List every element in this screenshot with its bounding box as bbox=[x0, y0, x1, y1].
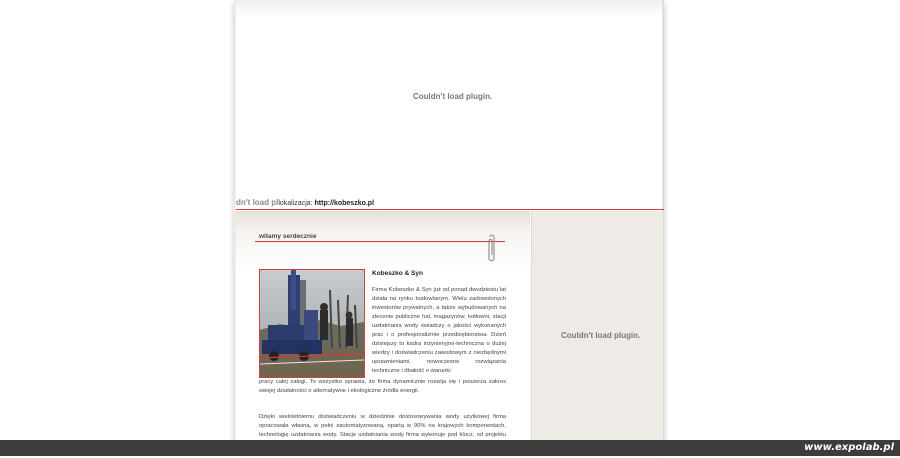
location-label: lokalizacja: bbox=[278, 200, 315, 207]
watermark-bar bbox=[0, 440, 900, 456]
intro-paragraph-continued: pracy całej załogi. To wszystko sprawia, że firma dynamicznie rozwija się i poszerza zakres swojej działalności o alternatywne i ekologiczne źródła energii. bbox=[259, 379, 506, 394]
content-title: Kobeszko & Syn bbox=[372, 270, 423, 277]
intro-paragraph: Firma Kobeszko & Syn już od ponad dwudziestu lat działa na rynku budowlanym. Wielu zadowolonych inwestorów prywatnych, a także wybudowanych na zlecenie publiczne hal, magazynów, kotłowni, stacji uzdatniania wody świadczy o jakości wykonanych prac i o profesjonalizmie przedsiębiorstwa. Dzień dzisiejszy to kadra inżynieryjno-techniczna o dużej wiedzy i doświadczeniu zawodowym z niezbędnymi uprawnieniami, nowoczesne rozwiązania techniczne i dbałość o warunki bbox=[372, 287, 506, 374]
section-title: witamy serdecznie bbox=[259, 233, 317, 240]
header-plugin-message: Couldn't load plugin. bbox=[413, 92, 493, 101]
sidebar-plugin-message: Couldn't load plugin. bbox=[561, 331, 641, 340]
section-title-shadow bbox=[255, 242, 505, 244]
technology-paragraph: Dzięki wieloletniemu doświadczeniu w dziedzinie dostosowywania wody użytkowej firma opracowała własną, w pełni zautomatyzowaną, opartą w 90% na krajowych komponentach, technologię uzdatniania wody. Stacje uzdatniania wody firma wykonuje pod klucz, od projektu bbox=[259, 414, 506, 438]
paperclip-icon bbox=[486, 233, 498, 263]
location-bar bbox=[236, 197, 662, 209]
watermark-text: www.expolab.pl bbox=[804, 442, 894, 453]
location-url[interactable]: http://kobeszko.pl bbox=[314, 200, 375, 207]
header-divider bbox=[236, 209, 664, 210]
drilling-rig-photo bbox=[259, 269, 365, 378]
clipped-plugin-message: dn't load pl bbox=[236, 198, 279, 207]
